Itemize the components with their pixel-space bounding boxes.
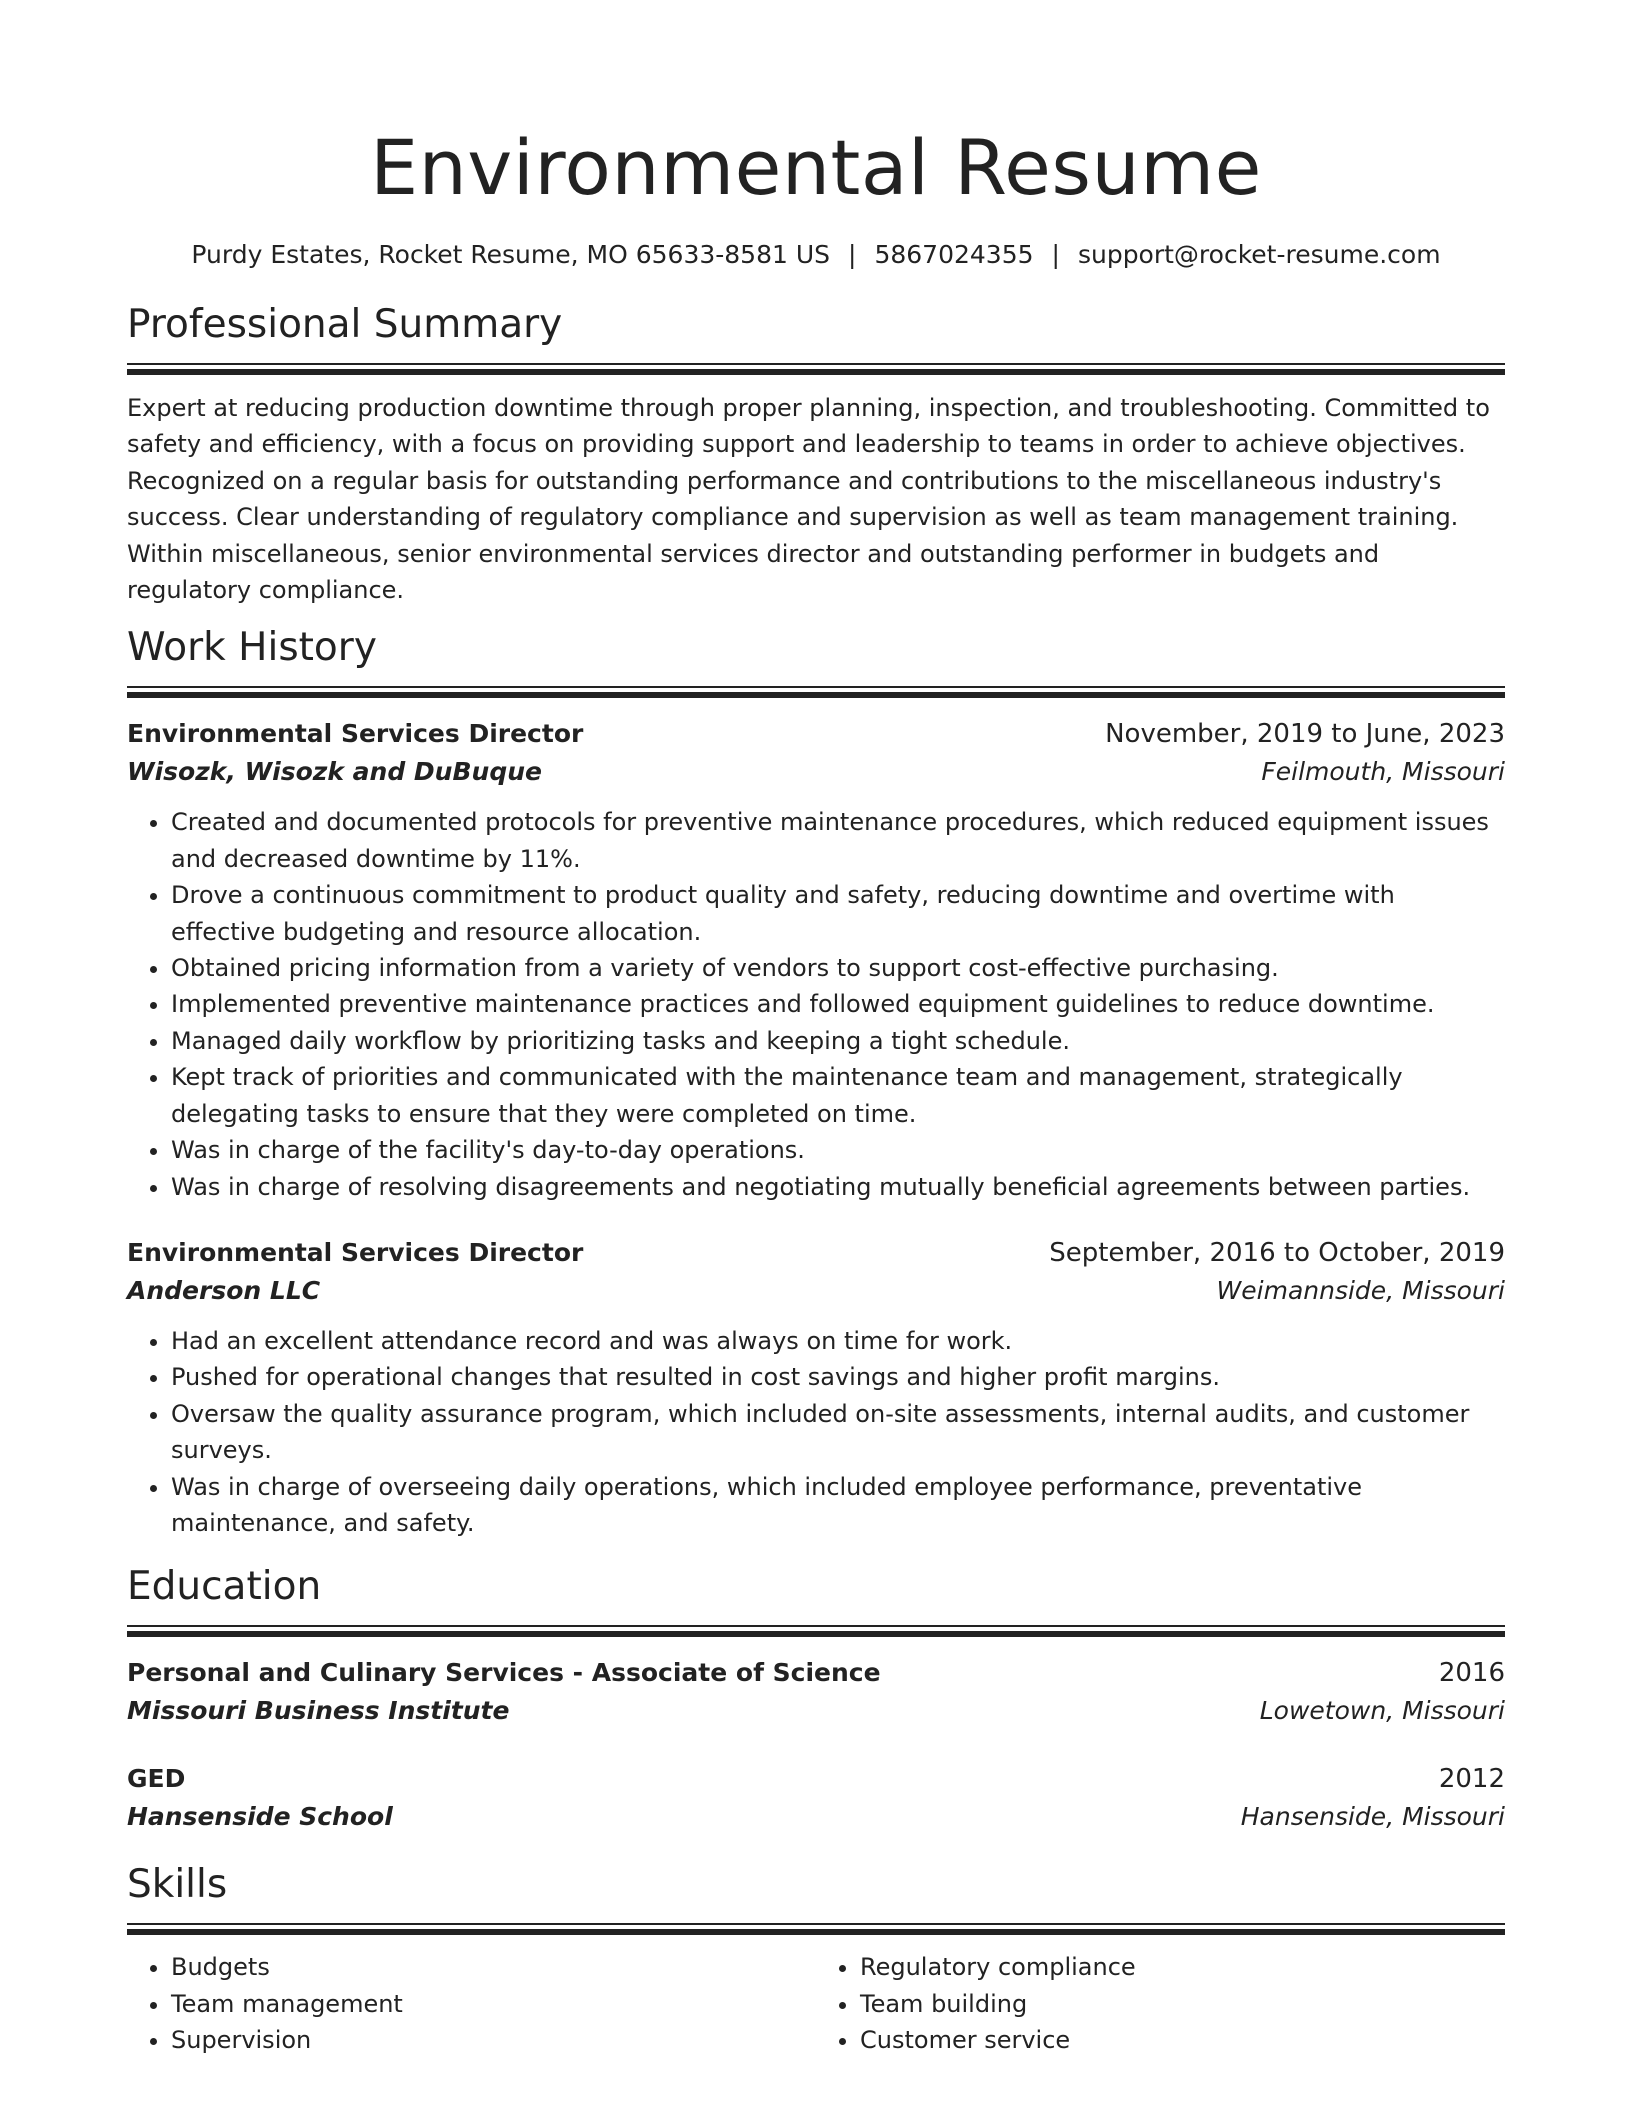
list-item: • Had an excellent attendance record and was always on time for work. [171, 1323, 1505, 1359]
job-bullets [127, 1323, 1505, 1541]
contact-separator: | [848, 240, 857, 269]
education-header-row [127, 1655, 1505, 1691]
skills-section [127, 1859, 1505, 2058]
section-divider [127, 1625, 1505, 1637]
job-header-row [127, 1235, 1505, 1271]
list-item: • Obtained pricing information from a variety of vendors to support cost-effective purchasing. [171, 950, 1505, 986]
skill-item: • Supervision [171, 2022, 816, 2058]
section-heading: Education [127, 1564, 322, 1610]
list-item: • Created and documented protocols for preventive maintenance procedures, which reduced equipment issues and decreased downtime by 11%. [171, 804, 1505, 877]
list-item: • Managed daily workflow by prioritizing tasks and keeping a tight schedule. [171, 1023, 1505, 1059]
contact-line [127, 238, 1505, 272]
list-item: • Was in charge of resolving disagreements and negotiating mutually beneficial agreements between parties. [171, 1169, 1505, 1205]
section-heading: Skills [127, 1862, 228, 1908]
summary-text: Expert at reducing production downtime through proper planning, inspection, and troubleshooting. Committed to safety and efficiency, with a focus on providing support and leadership to teams in order to achieve objectives. Recognized on a regular basis for outstanding performance and contributions to the miscellaneous industry's success. Clear understanding of regulatory compliance and supervision as well as team management training. Within miscellaneous, senior environmental services director and outstanding performer in budgets and regulatory compliance. [127, 394, 1490, 605]
job-company-row [127, 1271, 1505, 1311]
skill-item: • Customer service [860, 2022, 1505, 2058]
education-year: 2012 [1438, 1764, 1505, 1795]
contact-phone: 5867024355 [874, 240, 1034, 269]
skill-item: • Team building [860, 1986, 1505, 2022]
job-dates: November, 2019 to June, 2023 [1105, 719, 1505, 750]
section-heading: Work History [127, 625, 377, 671]
company-name: Wisozk, Wisozk and DuBuque [127, 757, 542, 787]
list-item: • Was in charge of overseeing daily operations, which included employee performance, preventative maintenance, and safety. [171, 1469, 1505, 1542]
skill-item: • Budgets [171, 1949, 816, 1985]
job-entry [127, 716, 1505, 1204]
job-header-row [127, 716, 1505, 752]
education-entry [127, 1761, 1505, 1837]
job-company-row [127, 752, 1505, 792]
skill-item: • Team management [171, 1986, 816, 2022]
education-school-row [127, 1691, 1505, 1731]
skills-grid [127, 1949, 1505, 2058]
degree-name: GED [127, 1764, 186, 1794]
skills-list-right [816, 1949, 1505, 2058]
education-entry [127, 1655, 1505, 1731]
skill-item: • Regulatory compliance [860, 1949, 1505, 1985]
job-title: Environmental Services Director [127, 1237, 584, 1267]
section-divider [127, 686, 1505, 698]
list-item: • Pushed for operational changes that resulted in cost savings and higher profit margins. [171, 1359, 1505, 1395]
list-item: • Oversaw the quality assurance program, which included on-site assessments, internal audits, and customer surveys. [171, 1396, 1505, 1469]
school-location: Lowetown, Missouri [1259, 1696, 1505, 1726]
job-entry [127, 1235, 1505, 1541]
job-location: Weimannside, Missouri [1216, 1275, 1505, 1305]
contact-separator: | [1051, 240, 1060, 269]
school-name: Hansenside School [127, 1802, 393, 1832]
job-bullets [127, 804, 1505, 1204]
degree-name: Personal and Culinary Services - Associate of Science [127, 1658, 881, 1688]
work-history-section [127, 622, 1505, 1541]
skills-list-left [127, 1949, 816, 2058]
list-item: • Implemented preventive maintenance practices and followed equipment guidelines to reduce downtime. [171, 986, 1505, 1022]
contact-address: Purdy Estates, Rocket Resume, MO 65633-8581 US [191, 240, 831, 269]
job-location: Feilmouth, Missouri [1261, 757, 1505, 787]
list-item: • Was in charge of the facility's day-to-day operations. [171, 1132, 1505, 1168]
section-divider [127, 363, 1505, 375]
list-item: • Drove a continuous commitment to product quality and safety, reducing downtime and overtime with effective budgeting and resource allocation. [171, 877, 1505, 950]
contact-email: support@rocket-resume.com [1077, 240, 1441, 269]
education-section [127, 1561, 1505, 1837]
school-name: Missouri Business Institute [127, 1696, 510, 1726]
company-name: Anderson LLC [127, 1275, 321, 1305]
education-school-row [127, 1797, 1505, 1837]
education-header-row [127, 1761, 1505, 1797]
professional-summary-section [127, 299, 1505, 608]
education-year: 2016 [1438, 1658, 1505, 1689]
job-dates: September, 2016 to October, 2019 [1049, 1237, 1505, 1268]
resume-title: Environmental Resume [370, 123, 1262, 212]
section-heading: Professional Summary [127, 302, 563, 347]
school-location: Hansenside, Missouri [1240, 1802, 1505, 1832]
list-item: • Kept track of priorities and communicated with the maintenance team and management, strategically delegating tasks to ensure that they were completed on time. [171, 1059, 1505, 1132]
job-title: Environmental Services Director [127, 719, 584, 749]
section-divider [127, 1923, 1505, 1935]
